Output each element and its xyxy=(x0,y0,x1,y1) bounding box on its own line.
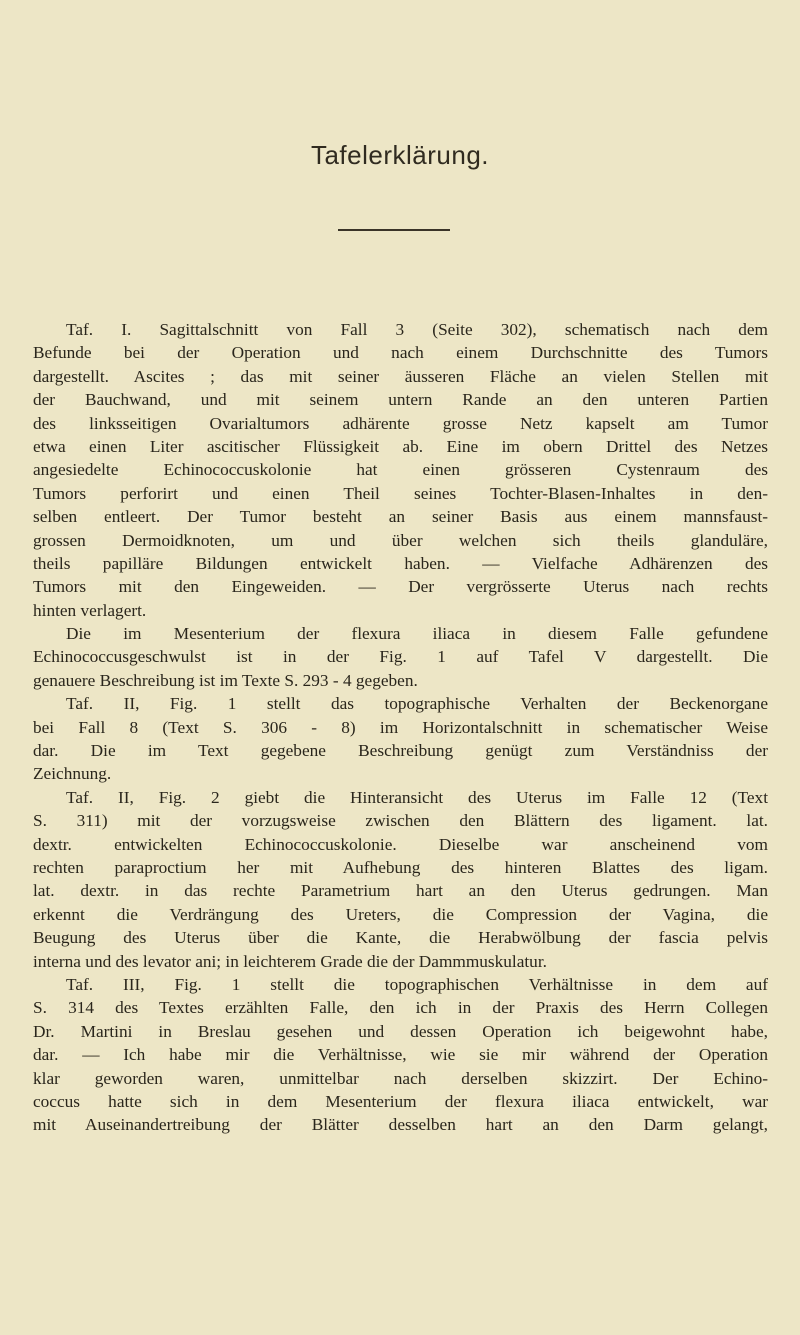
text-line: dar. Die im Text gegebene Beschreibung genügt zum Verständniss der xyxy=(33,741,768,761)
text-line: Zeichnung. xyxy=(33,764,112,784)
text-line: S. 311) mit der vorzugsweise zwischen den Blättern des ligament. lat. xyxy=(33,811,768,831)
text-line: S. 314 des Textes erzählten Falle, den ich in der Praxis des Herrn Collegen xyxy=(33,998,768,1018)
text-line: etwa einen Liter ascitischer Flüssigkeit ab. Eine im obern Drittel des Netzes xyxy=(33,436,768,456)
text-line: Taf. II, Fig. 2 giebt die Hinteransicht des Uterus im Falle 12 (Text xyxy=(66,787,768,807)
text-line: angesiedelte Echinococcuskolonie hat einen grösseren Cystenraum des xyxy=(33,460,768,480)
text-line: Taf. III, Fig. 1 stellt die topographischen Verhältnisse in dem auf xyxy=(66,974,768,994)
text-line: Die im Mesenterium der flexura iliaca in diesem Falle gefundene xyxy=(66,624,768,644)
text-line: dargestellt. Ascites ; das mit seiner äusseren Fläche an vielen Stellen mit xyxy=(33,366,768,386)
text-line: klar geworden waren, unmittelbar nach derselben skizzirt. Der Echino- xyxy=(33,1068,768,1088)
text-line: Befunde bei der Operation und nach einem Durchschnitte des Tumors xyxy=(33,343,768,363)
text-line: der Bauchwand, und mit seinem untern Rande an den unteren Partien xyxy=(33,390,768,410)
text-line: rechten paraproctium her mit Aufhebung des hinteren Blattes des ligam. xyxy=(33,857,768,877)
text-line: genauere Beschreibung ist im Texte S. 293 - 4 gegeben. xyxy=(33,670,418,690)
text-line: interna und des levator ani; in leichterem Grade die der Dammmuskulatur. xyxy=(33,951,547,971)
text-line: selben entleert. Der Tumor besteht an seiner Basis aus einem mannsfaust- xyxy=(33,507,768,527)
text-line: Tumors mit den Eingeweiden. — Der vergrösserte Uterus nach rechts xyxy=(33,577,768,597)
text-line: erkennt die Verdrängung des Ureters, die Compression der Vagina, die xyxy=(33,904,768,924)
text-line: lat. dextr. in das rechte Parametrium hart an den Uterus gedrungen. Man xyxy=(33,881,768,901)
text-line: Echinococcusgeschwulst ist in der Fig. 1 auf Tafel V dargestellt. Die xyxy=(33,647,768,667)
page-title: Tafelerklärung. xyxy=(310,140,490,170)
text-line: Taf. I. Sagittalschnitt von Fall 3 (Seite 302), schematisch nach dem xyxy=(66,320,768,339)
divider-rule xyxy=(338,229,450,231)
text-line: des linksseitigen Ovarialtumors adhärente grosse Netz kapselt am Tumor xyxy=(33,413,768,433)
text-line: theils papilläre Bildungen entwickelt haben. — Vielfache Adhärenzen des xyxy=(33,553,768,573)
text-line: Beugung des Uterus über die Kante, die Herabwölbung der fascia pelvis xyxy=(33,928,768,948)
text-line: grossen Dermoidknoten, um und über welchen sich theils glanduläre, xyxy=(33,530,768,550)
text-line: bei Fall 8 (Text S. 306 - 8) im Horizontalschnitt in schematischer Weise xyxy=(33,717,768,737)
plate-explanation-text xyxy=(33,318,768,1137)
text-line: coccus hatte sich in dem Mesenterium der flexura iliaca entwickelt, war xyxy=(33,1091,768,1111)
text-line: Taf. II, Fig. 1 stellt das topographische Verhalten der Beckenorgane xyxy=(66,694,768,714)
text-line: hinten verlagert. xyxy=(33,600,147,620)
text-line: dextr. entwickelten Echinococcuskolonie. Dieselbe war anscheinend vom xyxy=(33,834,768,854)
text-line: Tumors perforirt und einen Theil seines Tochter-Blasen-Inhaltes in den- xyxy=(33,483,768,503)
text-line: dar. — Ich habe mir die Verhältnisse, wie sie mir während der Operation xyxy=(33,1045,768,1065)
text-line: mit Auseinandertreibung der Blätter desselben hart an den Darm gelangt, xyxy=(33,1115,768,1135)
text-line: Dr. Martini in Breslau gesehen und dessen Operation ich beigewohnt habe, xyxy=(33,1021,768,1041)
